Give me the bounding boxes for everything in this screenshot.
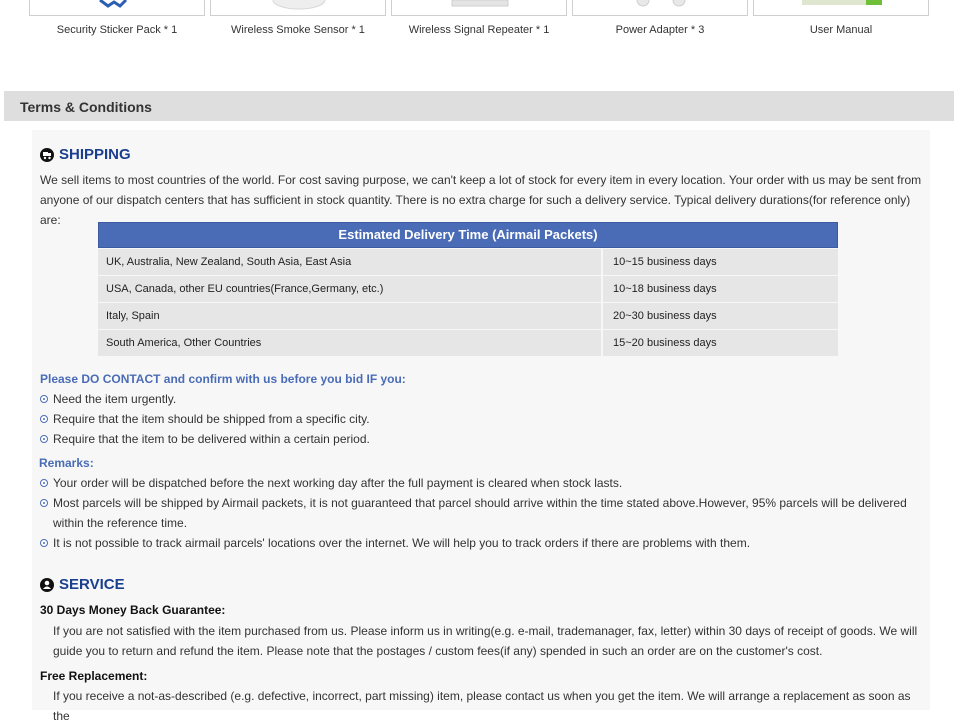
- package-item: [210, 0, 386, 36]
- package-item: [391, 0, 567, 36]
- bullet-dot-icon: [40, 435, 48, 443]
- package-item: [572, 0, 748, 36]
- package-thumbnail: [391, 0, 567, 16]
- contact-list: [40, 389, 930, 449]
- service-title: SERVICE: [59, 576, 125, 593]
- bullet-dot-icon: [40, 539, 48, 547]
- shipping-title: SHIPPING: [59, 146, 131, 163]
- bullet-dot-icon: [40, 499, 48, 507]
- table-cell-region: USA, Canada, other EU countries(France,Germany, etc.): [98, 276, 601, 302]
- bullet-dot-icon: [40, 395, 48, 403]
- list-item: It is not possible to track airmail parcels' locations over the internet. We will help you to track orders if there are problems with them.: [40, 533, 930, 553]
- package-thumbnail: [572, 0, 748, 16]
- power-adapter-icon: [573, 0, 748, 15]
- package-thumbnail: [210, 0, 386, 16]
- package-label: Wireless Signal Repeater * 1: [408, 24, 550, 36]
- list-item: Require that the item should be shipped from a specific city.: [40, 409, 930, 429]
- table-row: [98, 249, 838, 275]
- service-icon: [40, 578, 54, 592]
- list-item: Your order will be dispatched before the next working day after the full payment is cleared when stock lasts.: [40, 473, 930, 493]
- table-row: [98, 303, 838, 329]
- sticker-pack-icon: [30, 0, 205, 15]
- service-heading: [40, 576, 125, 593]
- package-item: [753, 0, 929, 36]
- bullet-dot-icon: [40, 479, 48, 487]
- table-cell-time: 20~30 business days: [603, 303, 838, 329]
- smoke-sensor-icon: [211, 0, 386, 15]
- list-item: Require that the item to be delivered within a certain period.: [40, 429, 930, 449]
- package-thumbnail: [753, 0, 929, 16]
- table-row: [98, 276, 838, 302]
- terms-content: [32, 130, 930, 723]
- table-cell-time: 10~15 business days: [603, 249, 838, 275]
- package-item: [29, 0, 205, 36]
- remarks-heading: Remarks:: [39, 456, 94, 470]
- replacement-heading: Free Replacement:: [40, 669, 148, 683]
- guarantee-text: If you are not satisfied with the item purchased from us. Please inform us in writing(e.g. e-mail, trademanager, fax, letter) within 30 days of receipt of goods. We will guide you to return and refund the item. Please note that the postages / custom fees(if any) spended in such an order are on the customer's cost.: [53, 624, 918, 658]
- bullet-dot-icon: [40, 415, 48, 423]
- table-cell-region: UK, Australia, New Zealand, South Asia, East Asia: [98, 249, 601, 275]
- guarantee-heading: 30 Days Money Back Guarantee:: [40, 603, 226, 617]
- table-cell-region: Italy, Spain: [98, 303, 601, 329]
- terms-title: Terms & Conditions: [20, 99, 152, 115]
- signal-repeater-icon: [392, 0, 567, 15]
- delivery-time-table: [98, 222, 838, 356]
- contact-heading: Please DO CONTACT and confirm with us before you bid IF you:: [40, 372, 406, 386]
- table-cell-time: 15~20 business days: [603, 330, 838, 356]
- table-row: [98, 330, 838, 356]
- package-label: User Manual: [809, 24, 873, 36]
- shipping-intro: We sell items to most countries of the world. For cost saving purpose, we can't keep a lot of stock for every item in every location. Your order with us may be sent from anyone of our dispatch centers that has sufficient in stock quantity. There is no extra charge for such a delivery service. Typical delivery durations(for reference only) are:: [40, 173, 922, 227]
- remarks-list: [40, 473, 930, 553]
- table-cell-region: South America, Other Countries: [98, 330, 601, 356]
- user-manual-icon: [754, 0, 929, 15]
- truck-icon: [40, 148, 54, 162]
- table-cell-time: 10~18 business days: [603, 276, 838, 302]
- terms-conditions-bar: [4, 91, 954, 121]
- package-label: Security Sticker Pack * 1: [56, 24, 178, 36]
- list-item: Most parcels will be shipped by Airmail packets, it is not guaranteed that parcel should arrive within the time stated above.However, 95% parcels will be delivered within the reference time.: [40, 493, 930, 533]
- shipping-heading: [40, 146, 131, 163]
- table-header: Estimated Delivery Time (Airmail Packets): [98, 222, 838, 248]
- list-item: Need the item urgently.: [40, 389, 930, 409]
- replacement-text: If you receive a not-as-described (e.g. defective, incorrect, part missing) item, please contact us when you get the item. We will arrange a replacement as soon as the: [53, 689, 911, 723]
- package-label: Wireless Smoke Sensor * 1: [231, 24, 365, 36]
- package-contents-strip: [0, 0, 958, 60]
- package-label: Power Adapter * 3: [615, 24, 705, 36]
- package-thumbnail: [29, 0, 205, 16]
